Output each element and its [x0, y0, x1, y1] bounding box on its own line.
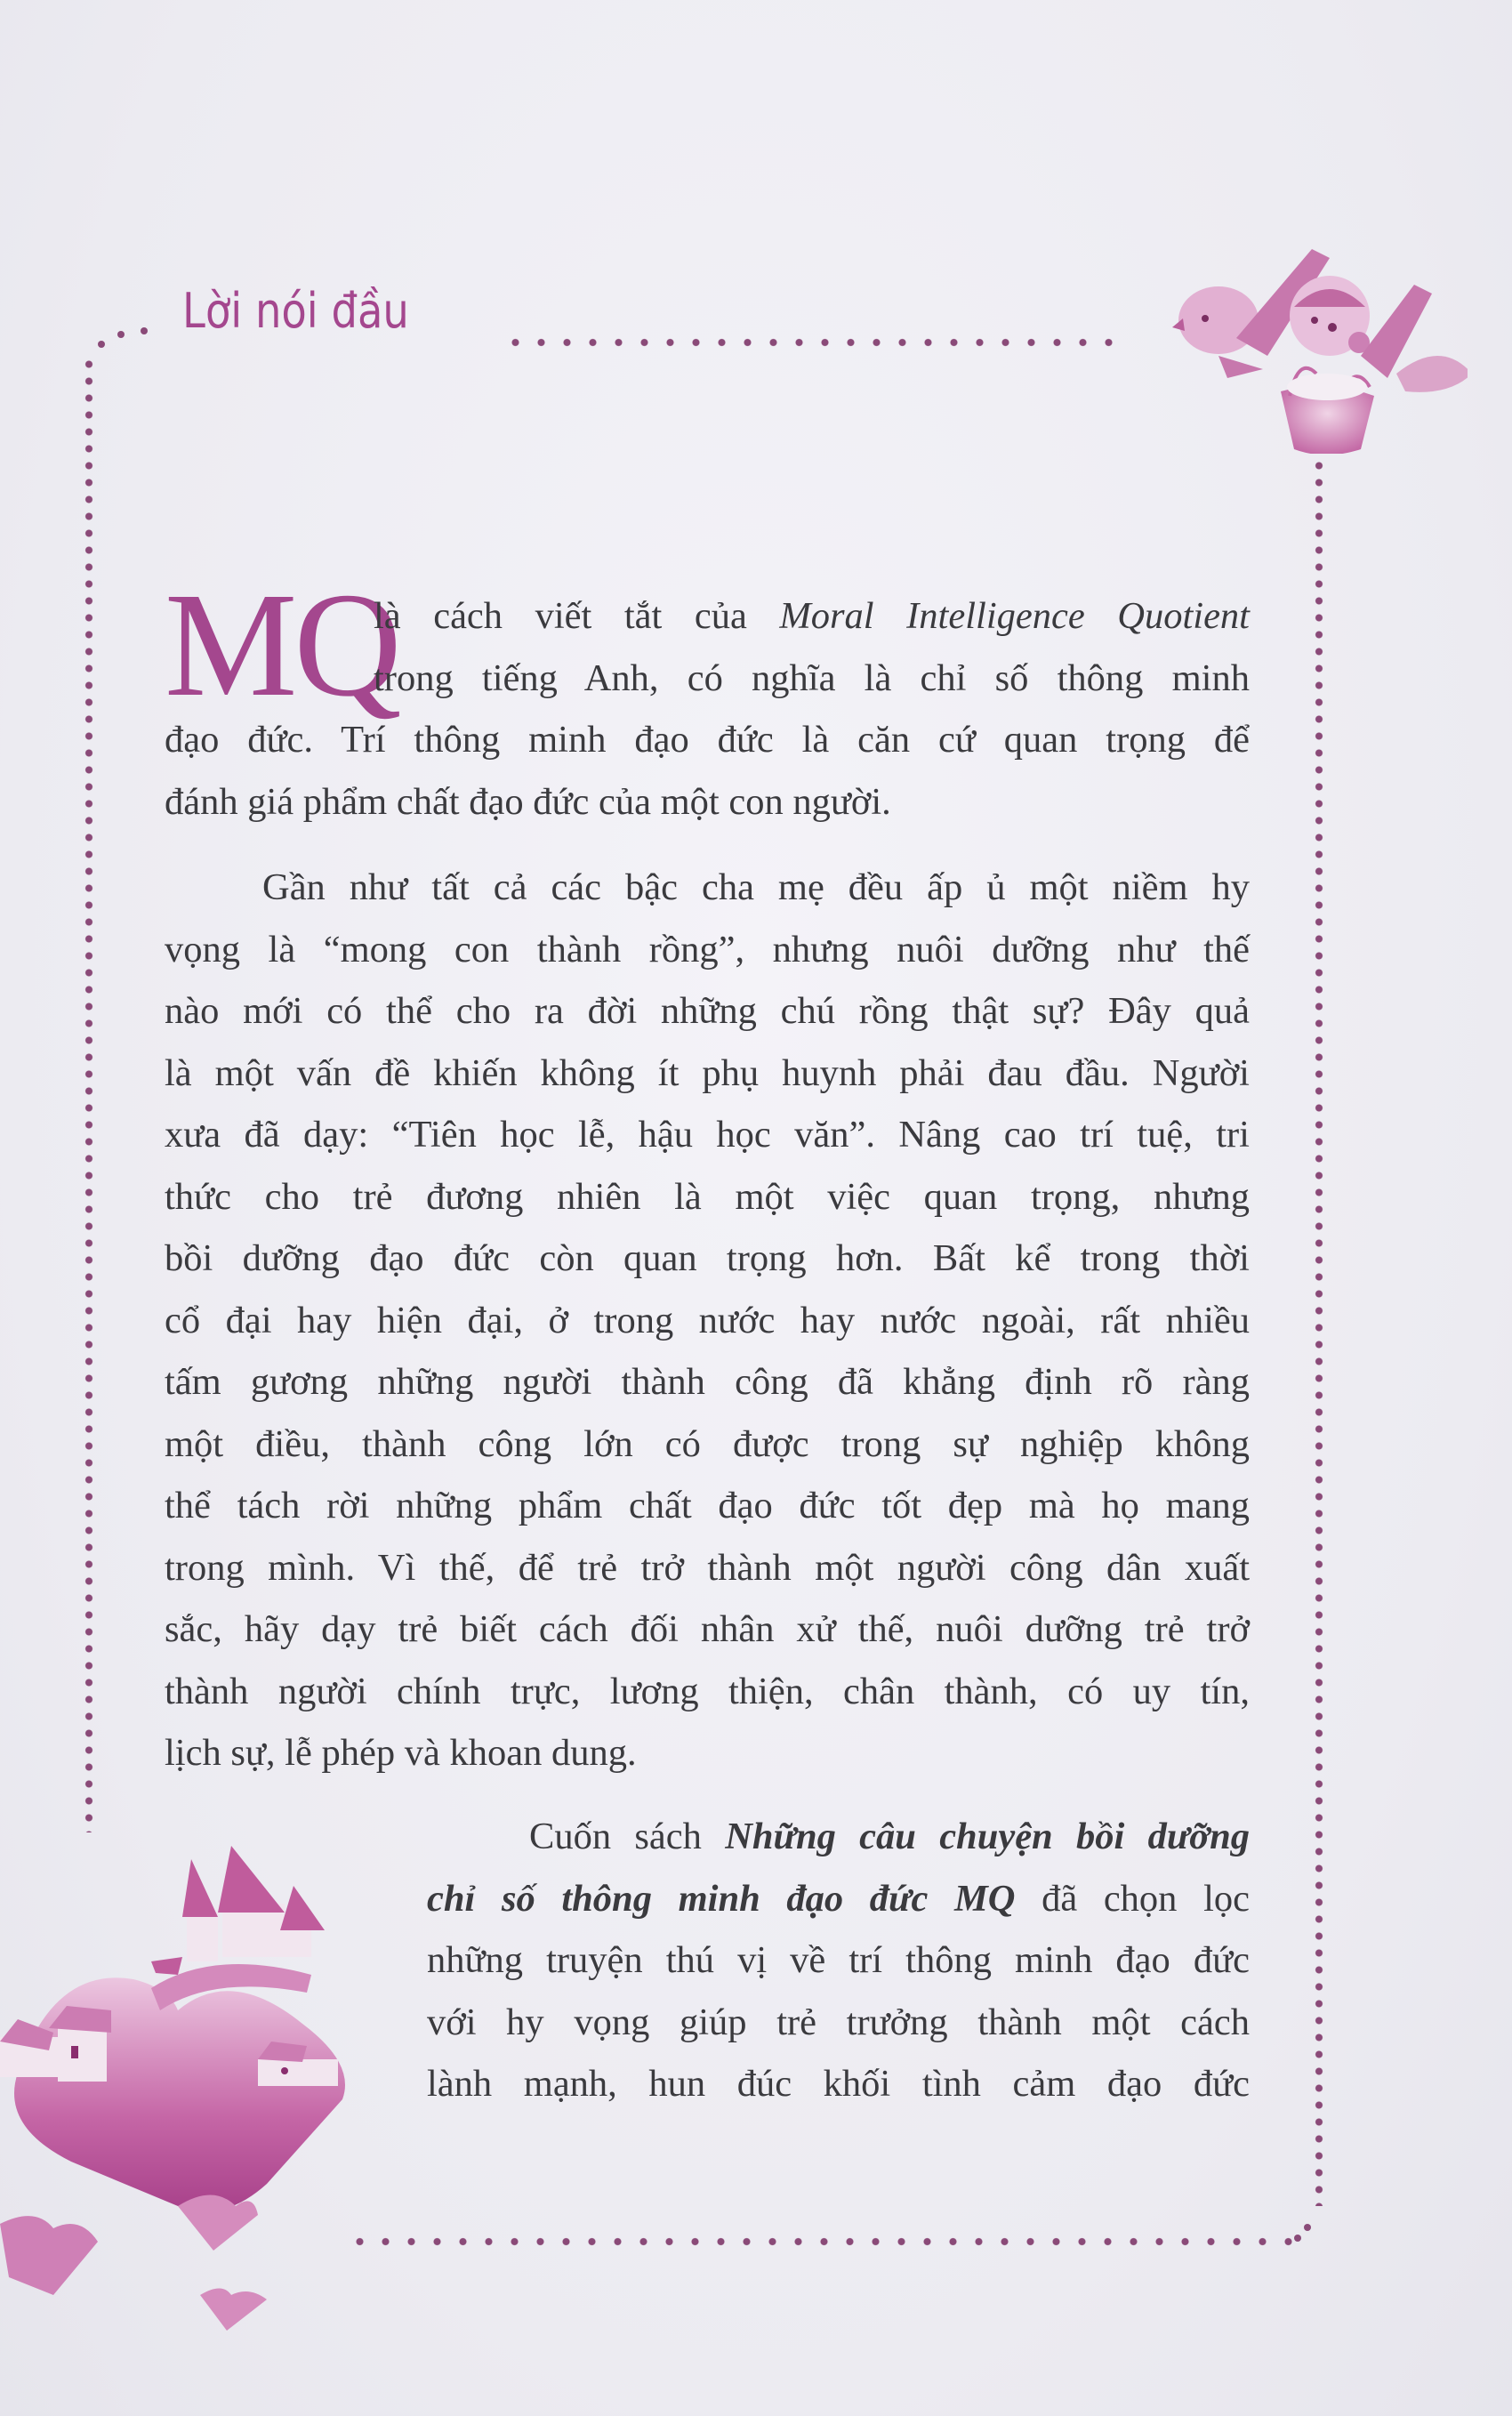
page-title: Lời nói đầu — [182, 283, 409, 339]
frame-dot — [1304, 2224, 1311, 2231]
frame-left-dots — [84, 356, 93, 1832]
text-line: tấm gương những người thành công đã khẳng định rõ ràng — [165, 1361, 1250, 1403]
text-line — [427, 1868, 1250, 1930]
text-line: vọng là “mong con thành rồng”, nhưng nuôi dưỡng như thế — [165, 928, 1250, 970]
text-line: đánh giá phẩm chất đạo đức của một con người. — [165, 780, 891, 823]
text-span: là cách viết tắt của — [374, 595, 780, 637]
text-span: đã chọn lọc — [1015, 1877, 1250, 1920]
text-line: đạo đức. Trí thông minh đạo đức là căn cứ quan trọng để — [165, 719, 1250, 761]
text-line: Gần như tất cả các bậc cha mẹ đều ấp ủ một niềm hy — [262, 866, 1250, 908]
frame-top-dots — [503, 338, 1116, 347]
text-line — [165, 585, 1250, 648]
paragraph-body — [165, 857, 1250, 1784]
frame-dot — [117, 331, 125, 338]
text-line: thành người chính trực, lương thiện, chân thành, có uy tín, — [165, 1670, 1250, 1712]
paragraph-book-intro — [427, 1806, 1250, 2115]
text-line: nào mới có thể cho ra đời những chú rồng thật sự? Đây quả — [165, 990, 1250, 1032]
frame-bottom-dots — [347, 2237, 1299, 2246]
heart-castle-icon — [0, 1832, 374, 2366]
text-line: sắc, hãy dạy trẻ biết cách đối nhân xử thế, nuôi dưỡng trẻ trở — [165, 1608, 1250, 1650]
book-title: chỉ số thông minh đạo đức MQ — [427, 1877, 1016, 1920]
text-span: Cuốn sách — [529, 1816, 726, 1857]
frame-dot — [1294, 2235, 1301, 2242]
text-line: bồi dưỡng đạo đức còn quan trọng hơn. Bất kể trong thời — [165, 1237, 1250, 1279]
text-line: thể tách rời những phẩm chất đạo đức tốt đẹp mà họ mang — [165, 1485, 1250, 1526]
book-title: Những câu chuyện bồi dưỡng — [725, 1816, 1250, 1857]
text-line: một điều, thành công lớn có được trong sự nghiệp không — [165, 1422, 1250, 1465]
frame-dot — [98, 341, 105, 348]
text-line: lành mạnh, hun đúc khối tình cảm đạo đức — [427, 2063, 1250, 2105]
text-line: xưa đã dạy: “Tiên học lễ, hậu học văn”. Nâng cao trí tuệ, tri — [165, 1114, 1250, 1156]
text-line: những truyện thú vị về trí thông minh đạo đức — [427, 1939, 1250, 1981]
birds-basket-icon — [1121, 222, 1468, 454]
text-line: cổ đại hay hiện đại, ở trong nước hay nước ngoài, rất nhiều — [165, 1299, 1250, 1341]
text-line: trong mình. Vì thế, để trẻ trở thành một người công dân xuất — [165, 1546, 1250, 1589]
text-line: với hy vọng giúp trẻ trưởng thành một cách — [427, 2001, 1250, 2043]
italic-term: Moral Intelligence Quotient — [779, 595, 1250, 637]
text-line: lịch sự, lễ phép và khoan dung. — [165, 1732, 637, 1774]
text-line: là một vấn đề khiến không ít phụ huynh phải đau đầu. Người — [165, 1051, 1250, 1094]
frame-dot — [141, 327, 148, 334]
text-line: trong tiếng Anh, có nghĩa là chỉ số thông minh — [374, 656, 1250, 699]
text-line: thức cho trẻ đương nhiên là một việc quan trọng, nhưng — [165, 1175, 1250, 1218]
frame-right-dots — [1315, 440, 1323, 2206]
drop-cap: MQ — [165, 562, 398, 728]
text-line — [427, 1806, 1250, 1868]
paragraph-intro — [165, 585, 1250, 833]
